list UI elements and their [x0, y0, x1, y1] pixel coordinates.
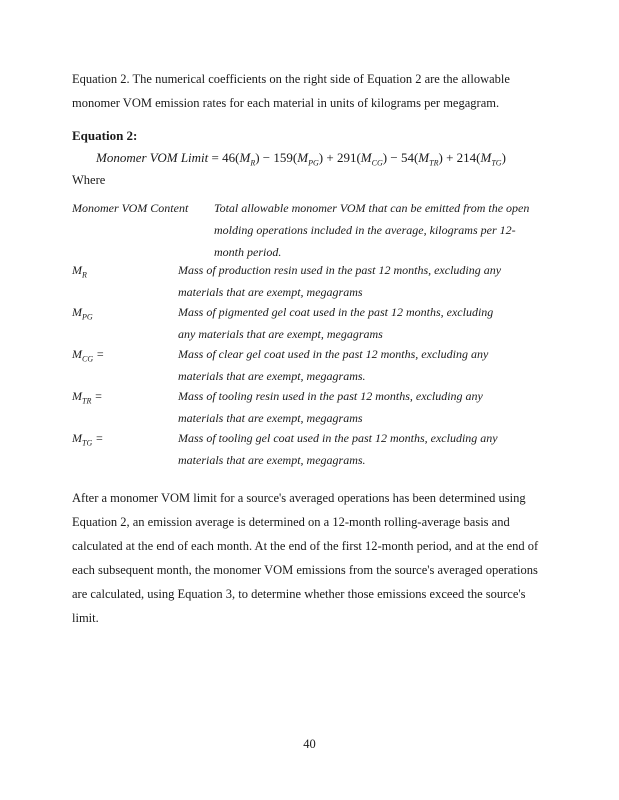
equation-coef-2: 159	[273, 150, 293, 165]
equation-heading: Equation 2:	[72, 128, 138, 143]
equation-sub-1: R	[250, 158, 256, 168]
definition-term: $M_{TR}$ =	[72, 389, 103, 406]
equation-op-2: −	[262, 150, 271, 165]
equation-sub-2: PG	[308, 158, 319, 168]
equation-var-3: M	[360, 150, 372, 165]
definition-term: $M_{TG}$ =	[72, 431, 104, 448]
equation-coef-5: 214	[456, 150, 477, 165]
equation-var-2: M	[297, 150, 309, 165]
equation-sub-3: CG	[371, 158, 383, 168]
definition-term: Monomer VOM Content	[72, 201, 189, 215]
definition-term: $M_{PG}$	[72, 305, 93, 322]
equation-coef-1: 46	[222, 150, 236, 165]
equation-coef-4: 54	[400, 150, 414, 165]
definition-term: $M_R$	[72, 263, 87, 280]
equation-sub-5: TG	[491, 158, 502, 168]
body-paragraph: After a monomer VOM limit for a source's averaged operations has been determined using Equation 2, an emission average is determined on a 12-month rolling-average basis and calculated at the end of each month. At the end of the first 12-month period, and at the end of each subsequent month, the monomer VOM emissions from the source's averaged operations are calculated, using Equation 3, to determine whether those emissions exceed the source's limit.	[72, 491, 539, 625]
equation-formula: Monomer VOM Limit = $46(M_R) - 159(M_{PG}) + 291(M_{CG}) - 54(M_{TR}) + 214(M_{TG})$	[96, 150, 506, 168]
equation-var-1: M	[239, 150, 251, 165]
definition-description: Mass of pigmented gel coat used in the past 12 months, excluding any materials that are exempt, megagrams	[178, 305, 494, 341]
definition-description: Mass of tooling gel coat used in the past 12 months, excluding any materials that are exempt, megagrams.	[178, 431, 498, 467]
equation-equals: =	[211, 150, 219, 165]
definition-description: Mass of tooling resin used in the past 12 months, excluding any materials that are exempt, megagrams	[178, 389, 483, 425]
equation-var-4: M	[418, 150, 430, 165]
equation-var-5: M	[480, 150, 492, 165]
equation-coef-3: 291	[336, 150, 357, 165]
intro-paragraph: Equation 2. The numerical coefficients on the right side of Equation 2 are the allowable monomer VOM emission rates for each material in units of kilograms per megagram.	[72, 72, 510, 110]
definition-term: $M_{CG}$ =	[72, 347, 105, 364]
equation-op-4: −	[390, 150, 398, 165]
definition-description: Mass of clear gel coat used in the past 12 months, excluding any materials that are exempt, megagrams.	[178, 347, 489, 383]
where-label: Where	[72, 173, 106, 187]
equation-op-5: +	[446, 150, 454, 165]
equation-lhs: Monomer VOM Limit	[96, 150, 209, 165]
page-number: 40	[303, 737, 316, 751]
definition-description: Mass of production resin used in the past 12 months, excluding any materials that are exempt, megagrams	[178, 263, 502, 299]
equation-op-3: +	[326, 150, 334, 165]
equation-sub-4: TR	[429, 158, 439, 168]
definition-description: Total allowable monomer VOM that can be emitted from the open molding operations included in the average, kilograms per 12-month period.	[214, 201, 530, 259]
